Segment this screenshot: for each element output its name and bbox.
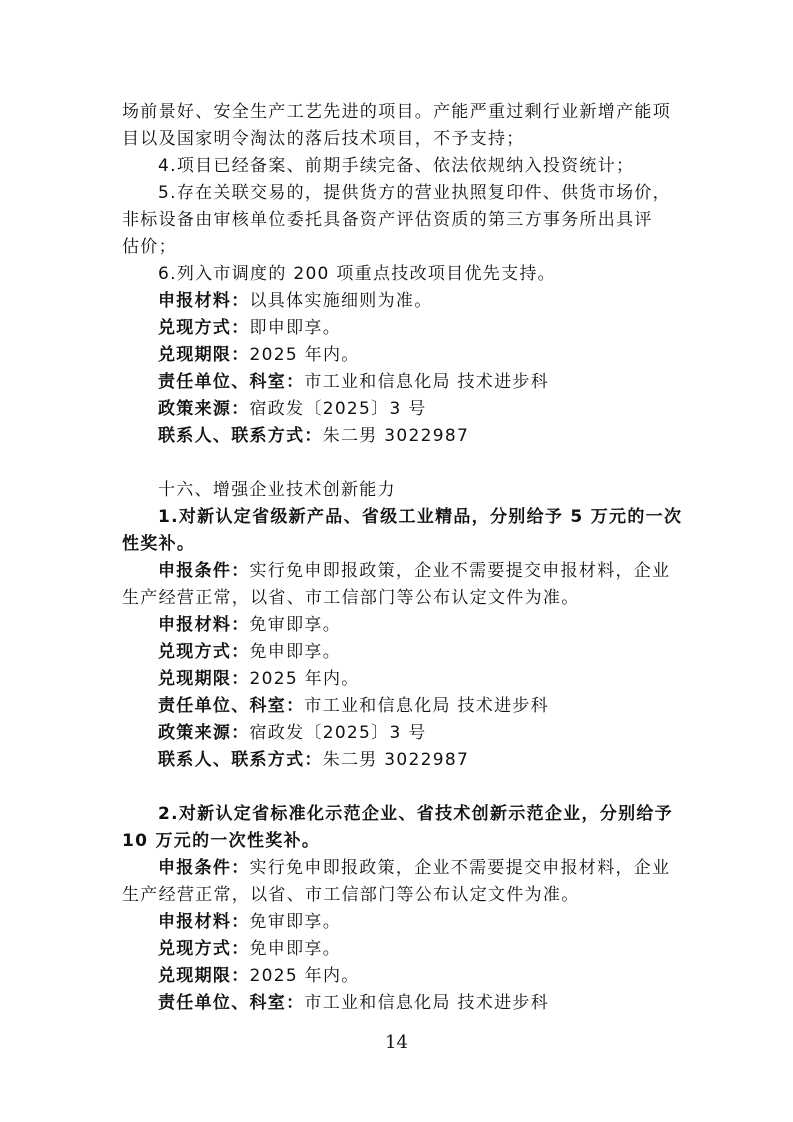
paragraph-line: 4.项目已经备案、前期手续完备、依法依规纳入投资统计；: [158, 156, 635, 176]
field-label: 政策来源：: [158, 723, 250, 743]
field-value: 以具体实施细则为准。: [249, 291, 433, 311]
paragraph-line: 6.列入市调度的 200 项重点技改项目优先支持。: [158, 264, 556, 284]
field-condition: [158, 558, 682, 584]
paragraph-line: 非标设备由审核单位委托具备资产评估资质的第三方事务所出具评: [122, 210, 653, 230]
field-label: 申报材料：: [158, 912, 250, 932]
field-label: 兑现方式：: [158, 939, 250, 959]
field-materials: [158, 612, 682, 638]
item-title: 性奖补。: [122, 534, 196, 554]
field-label: 申报材料：: [158, 615, 250, 635]
field-label: 申报条件：: [158, 858, 250, 878]
field-value: 免审即享。: [249, 912, 341, 932]
field-condition: [158, 855, 682, 881]
field-unit: [158, 693, 682, 719]
field-label: 兑现方式：: [158, 318, 250, 338]
field-method: [158, 936, 682, 962]
field-value: 实行免申即报政策，企业不需要提交申报材料，企业: [249, 858, 671, 878]
field-value: 2025 年内。: [249, 966, 360, 986]
field-value: 实行免申即报政策，企业不需要提交申报材料，企业: [249, 561, 671, 581]
field-contact: [158, 423, 682, 449]
field-source: [158, 720, 682, 746]
field-label: 兑现方式：: [158, 642, 250, 662]
field-value: 宿政发〔2025〕3 号: [249, 723, 427, 743]
field-unit: [158, 369, 682, 395]
field-unit: [158, 990, 682, 1016]
paragraph-line: 目以及国家明令淘汰的落后技术项目，不予支持；: [122, 129, 525, 149]
field-label: 责任单位、科室：: [158, 696, 305, 716]
field-label: 政策来源：: [158, 399, 250, 419]
field-contact: [158, 747, 682, 773]
field-period: [158, 963, 682, 989]
field-label: 责任单位、科室：: [158, 372, 305, 392]
field-label: 责任单位、科室：: [158, 993, 305, 1013]
field-value: 宿政发〔2025〕3 号: [249, 399, 427, 419]
field-value: 2025 年内。: [249, 345, 360, 365]
field-value: 朱二男 3022987: [322, 426, 470, 446]
field-value: 市工业和信息化局 技术进步科: [304, 696, 550, 716]
paragraph-line: 场前景好、安全生产工艺先进的项目。产能严重过剩行业新增产能项: [122, 102, 671, 122]
item-title: 2.对新认定省标准化示范企业、省技术创新示范企业，分别给予: [158, 804, 673, 824]
field-value: 市工业和信息化局 技术进步科: [304, 993, 550, 1013]
field-value: 免申即享。: [249, 939, 341, 959]
field-materials: [158, 909, 682, 935]
field-label: 兑现期限：: [158, 669, 250, 689]
field-period: [158, 342, 682, 368]
paragraph-line: 生产经营正常，以省、市工信部门等公布认定文件为准。: [122, 885, 580, 905]
field-source: [158, 396, 682, 422]
paragraph-line: 生产经营正常，以省、市工信部门等公布认定文件为准。: [122, 588, 580, 608]
field-label: 联系人、联系方式：: [158, 750, 323, 770]
field-value: 免申即享。: [249, 642, 341, 662]
page-number: 14: [385, 1032, 408, 1053]
field-materials: [158, 288, 682, 314]
field-value: 即申即享。: [249, 318, 341, 338]
field-value: 免审即享。: [249, 615, 341, 635]
field-method: [158, 315, 682, 341]
field-value: 2025 年内。: [249, 669, 360, 689]
field-value: 市工业和信息化局 技术进步科: [304, 372, 550, 392]
section-heading: 十六、增强企业技术创新能力: [158, 480, 396, 500]
field-label: 兑现期限：: [158, 966, 250, 986]
paragraph-line: 5.存在关联交易的，提供货方的营业执照复印件、供货市场价，: [158, 183, 671, 203]
paragraph-line: 估价；: [122, 237, 177, 257]
item-title: 10 万元的一次性奖补。: [122, 831, 321, 851]
field-label: 申报材料：: [158, 291, 250, 311]
field-label: 申报条件：: [158, 561, 250, 581]
field-label: 联系人、联系方式：: [158, 426, 323, 446]
field-label: 兑现期限：: [158, 345, 250, 365]
field-value: 朱二男 3022987: [322, 750, 470, 770]
field-method: [158, 639, 682, 665]
item-title: 1.对新认定省级新产品、省级工业精品，分别给予 5 万元的一次: [158, 507, 683, 527]
field-period: [158, 666, 682, 692]
